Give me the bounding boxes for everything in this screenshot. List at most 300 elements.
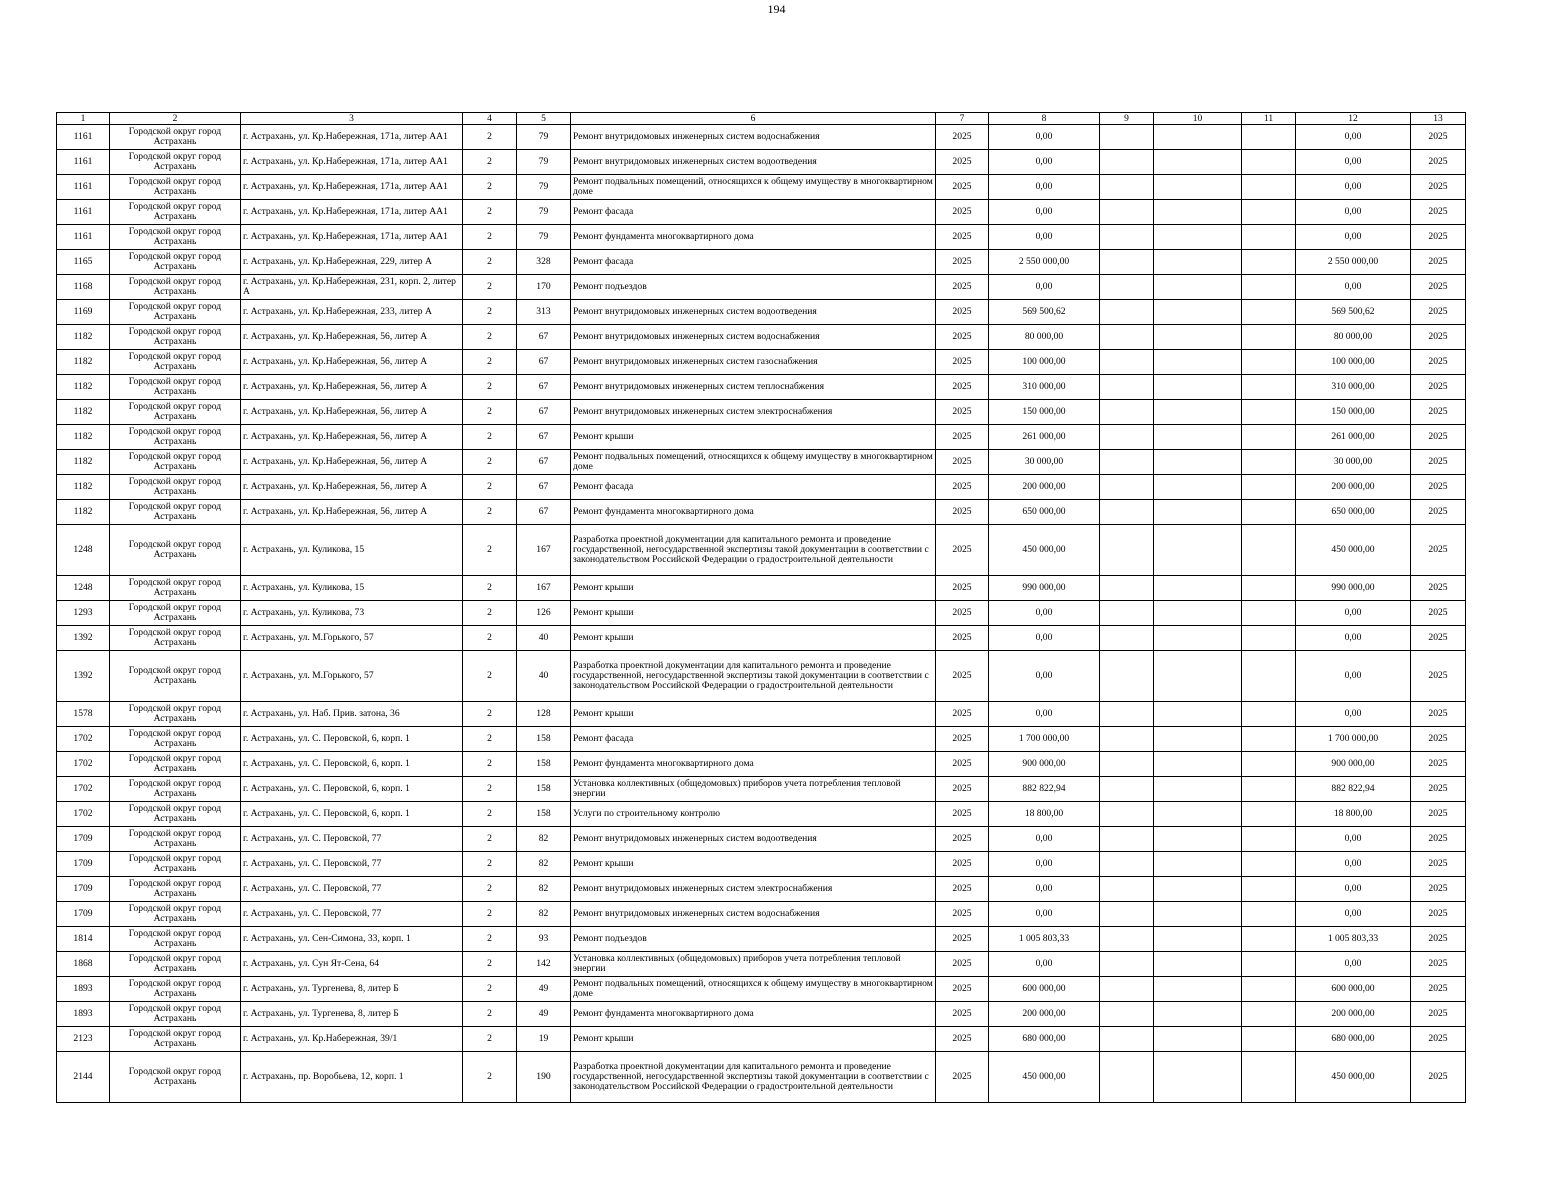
cell-col-9: [1100, 325, 1154, 350]
cell-col-9: [1100, 125, 1154, 150]
cell-col-4: 2: [463, 651, 517, 702]
cell-year: 2025: [936, 175, 989, 200]
cell-work-type: Установка коллективных (общедомовых) приборов учета потребления тепловой энергии: [571, 952, 936, 977]
cell-municipality: Городской округ город Астрахань: [110, 601, 241, 626]
cell-row-id: 1248: [57, 525, 110, 576]
cell-col-4: 2: [463, 400, 517, 425]
cell-col-9: [1100, 576, 1154, 601]
page-number: 194: [767, 2, 786, 16]
cell-row-id: 1182: [57, 425, 110, 450]
cell-col-10: [1154, 1002, 1242, 1027]
cell-row-id: 1709: [57, 827, 110, 852]
cell-row-id: 1392: [57, 626, 110, 651]
cell-col-4: 2: [463, 250, 517, 275]
cell-work-type: Ремонт фундамента многоквартирного дома: [571, 752, 936, 777]
cell-year-end: 2025: [1411, 500, 1466, 525]
cell-address: г. Астрахань, ул. Кр.Набережная, 171а, литер АА1: [241, 150, 463, 175]
cell-row-id: 1182: [57, 350, 110, 375]
cell-col-10: [1154, 601, 1242, 626]
cell-year-end: 2025: [1411, 877, 1466, 902]
table-row: [57, 1002, 1466, 1027]
cell-year-end: 2025: [1411, 802, 1466, 827]
cell-col-4: 2: [463, 275, 517, 300]
cell-municipality: Городской округ город Астрахань: [110, 752, 241, 777]
cell-col-5: 190: [517, 1052, 571, 1103]
cell-cost-fund: 0,00: [1296, 225, 1411, 250]
cell-col-11: [1242, 576, 1296, 601]
cell-col-9: [1100, 350, 1154, 375]
table-row: [57, 250, 1466, 275]
cell-year-end: 2025: [1411, 200, 1466, 225]
cell-address: г. Астрахань, ул. С. Перовской, 77: [241, 852, 463, 877]
table-row: [57, 1052, 1466, 1103]
cell-col-10: [1154, 450, 1242, 475]
cell-municipality: Городской округ город Астрахань: [110, 802, 241, 827]
cell-col-4: 2: [463, 175, 517, 200]
cell-cost-total: 1 005 803,33: [989, 927, 1100, 952]
cell-municipality: Городской округ город Астрахань: [110, 902, 241, 927]
cell-work-type: Ремонт фундамента многоквартирного дома: [571, 500, 936, 525]
cell-col-10: [1154, 777, 1242, 802]
cell-year: 2025: [936, 525, 989, 576]
cell-row-id: 1702: [57, 802, 110, 827]
cell-col-4: 2: [463, 325, 517, 350]
cell-col-11: [1242, 1027, 1296, 1052]
cell-col-11: [1242, 902, 1296, 927]
cell-col-11: [1242, 175, 1296, 200]
cell-work-type: Ремонт фасада: [571, 250, 936, 275]
cell-cost-total: 650 000,00: [989, 500, 1100, 525]
cell-row-id: 1161: [57, 175, 110, 200]
cell-col-5: 167: [517, 576, 571, 601]
cell-col-11: [1242, 852, 1296, 877]
cell-address: г. Астрахань, ул. С. Перовской, 6, корп. 1: [241, 752, 463, 777]
cell-col-10: [1154, 651, 1242, 702]
cell-address: г. Астрахань, ул. Сун Ят-Сена, 64: [241, 952, 463, 977]
cell-work-type: Ремонт фундамента многоквартирного дома: [571, 1002, 936, 1027]
cell-col-5: 79: [517, 150, 571, 175]
cell-address: г. Астрахань, ул. Кр.Набережная, 56, литер А: [241, 425, 463, 450]
cell-municipality: Городской округ город Астрахань: [110, 626, 241, 651]
cell-col-9: [1100, 400, 1154, 425]
cell-col-11: [1242, 500, 1296, 525]
cell-year-end: 2025: [1411, 325, 1466, 350]
cell-address: г. Астрахань, ул. Кр.Набережная, 233, литер А: [241, 300, 463, 325]
cell-cost-total: 0,00: [989, 125, 1100, 150]
table-row: [57, 150, 1466, 175]
cell-work-type: Услуги по строительному контролю: [571, 802, 936, 827]
table-row: [57, 450, 1466, 475]
table-row: [57, 702, 1466, 727]
cell-col-5: 328: [517, 250, 571, 275]
cell-address: г. Астрахань, ул. Кр.Набережная, 171а, литер АА1: [241, 175, 463, 200]
cell-col-4: 2: [463, 777, 517, 802]
cell-year: 2025: [936, 651, 989, 702]
column-header-9: 9: [1100, 113, 1154, 125]
cell-col-5: 158: [517, 727, 571, 752]
cell-year: 2025: [936, 827, 989, 852]
cell-cost-fund: 1 005 803,33: [1296, 927, 1411, 952]
cell-col-10: [1154, 626, 1242, 651]
cell-address: г. Астрахань, пр. Воробьева, 12, корп. 1: [241, 1052, 463, 1103]
cell-col-9: [1100, 250, 1154, 275]
cell-address: г. Астрахань, ул. Кр.Набережная, 229, литер А: [241, 250, 463, 275]
cell-work-type: Ремонт фасада: [571, 475, 936, 500]
cell-cost-fund: 650 000,00: [1296, 500, 1411, 525]
cell-col-10: [1154, 902, 1242, 927]
cell-work-type: Разработка проектной документации для капитального ремонта и проведение государственной, негосударственной экспертизы такой документации в соответствии с законодательством Российской Федерации о градостроительной деятельности: [571, 1052, 936, 1103]
cell-cost-fund: 200 000,00: [1296, 475, 1411, 500]
cell-work-type: Ремонт внутридомовых инженерных систем водоотведения: [571, 300, 936, 325]
cell-col-4: 2: [463, 827, 517, 852]
cell-col-9: [1100, 375, 1154, 400]
cell-year: 2025: [936, 802, 989, 827]
cell-cost-total: 0,00: [989, 902, 1100, 927]
cell-col-11: [1242, 977, 1296, 1002]
cell-col-11: [1242, 601, 1296, 626]
cell-cost-total: 0,00: [989, 200, 1100, 225]
column-header-3: 3: [241, 113, 463, 125]
cell-col-5: 40: [517, 626, 571, 651]
cell-cost-fund: 0,00: [1296, 827, 1411, 852]
cell-cost-total: 200 000,00: [989, 475, 1100, 500]
cell-work-type: Ремонт фасада: [571, 727, 936, 752]
cell-cost-total: 450 000,00: [989, 525, 1100, 576]
cell-municipality: Городской округ город Астрахань: [110, 702, 241, 727]
cell-col-10: [1154, 952, 1242, 977]
cell-row-id: 1709: [57, 852, 110, 877]
cell-year-end: 2025: [1411, 827, 1466, 852]
table-row: [57, 1027, 1466, 1052]
cell-col-4: 2: [463, 727, 517, 752]
cell-col-11: [1242, 702, 1296, 727]
cell-col-10: [1154, 802, 1242, 827]
cell-row-id: 1893: [57, 977, 110, 1002]
cell-row-id: 1709: [57, 902, 110, 927]
cell-col-5: 49: [517, 1002, 571, 1027]
cell-col-10: [1154, 727, 1242, 752]
cell-year-end: 2025: [1411, 350, 1466, 375]
cell-work-type: Ремонт внутридомовых инженерных систем водоснабжения: [571, 902, 936, 927]
cell-cost-total: 882 822,94: [989, 777, 1100, 802]
table-row: [57, 952, 1466, 977]
cell-row-id: 1702: [57, 752, 110, 777]
cell-col-11: [1242, 626, 1296, 651]
cell-col-9: [1100, 300, 1154, 325]
table-row: [57, 225, 1466, 250]
cell-col-10: [1154, 375, 1242, 400]
cell-address: г. Астрахань, ул. Куликова, 15: [241, 525, 463, 576]
cell-row-id: 1165: [57, 250, 110, 275]
cell-col-5: 142: [517, 952, 571, 977]
cell-col-5: 158: [517, 777, 571, 802]
cell-col-11: [1242, 325, 1296, 350]
cell-year: 2025: [936, 1027, 989, 1052]
cell-col-11: [1242, 877, 1296, 902]
cell-work-type: Ремонт внутридомовых инженерных систем электроснабжения: [571, 877, 936, 902]
cell-cost-total: 0,00: [989, 150, 1100, 175]
cell-cost-fund: 450 000,00: [1296, 525, 1411, 576]
table-row: [57, 525, 1466, 576]
cell-cost-total: 310 000,00: [989, 375, 1100, 400]
cell-col-11: [1242, 300, 1296, 325]
column-header-4: 4: [463, 113, 517, 125]
table-row: [57, 827, 1466, 852]
cell-col-4: 2: [463, 702, 517, 727]
cell-col-11: [1242, 200, 1296, 225]
cell-col-11: [1242, 827, 1296, 852]
cell-cost-fund: 0,00: [1296, 902, 1411, 927]
cell-col-4: 2: [463, 927, 517, 952]
table-row: [57, 400, 1466, 425]
cell-year: 2025: [936, 225, 989, 250]
cell-cost-fund: 882 822,94: [1296, 777, 1411, 802]
cell-col-9: [1100, 200, 1154, 225]
cell-col-5: 93: [517, 927, 571, 952]
column-header-6: 6: [571, 113, 936, 125]
cell-cost-fund: 600 000,00: [1296, 977, 1411, 1002]
cell-year-end: 2025: [1411, 250, 1466, 275]
cell-address: г. Астрахань, ул. Кр.Набережная, 56, литер А: [241, 325, 463, 350]
cell-col-10: [1154, 827, 1242, 852]
cell-municipality: Городской округ город Астрахань: [110, 1027, 241, 1052]
cell-year-end: 2025: [1411, 425, 1466, 450]
cell-year: 2025: [936, 626, 989, 651]
cell-municipality: Городской округ город Астрахань: [110, 375, 241, 400]
cell-row-id: 1161: [57, 200, 110, 225]
cell-col-9: [1100, 175, 1154, 200]
cell-col-10: [1154, 1052, 1242, 1103]
cell-cost-total: 30 000,00: [989, 450, 1100, 475]
cell-col-11: [1242, 375, 1296, 400]
cell-cost-fund: 0,00: [1296, 626, 1411, 651]
cell-col-4: 2: [463, 150, 517, 175]
cell-row-id: 1814: [57, 927, 110, 952]
cell-address: г. Астрахань, ул. М.Горького, 57: [241, 651, 463, 702]
cell-row-id: 1248: [57, 576, 110, 601]
cell-col-9: [1100, 275, 1154, 300]
cell-work-type: Разработка проектной документации для капитального ремонта и проведение государственной, негосударственной экспертизы такой документации в соответствии с законодательством Российской Федерации о градостроительной деятельности: [571, 651, 936, 702]
cell-year: 2025: [936, 601, 989, 626]
cell-municipality: Городской округ город Астрахань: [110, 927, 241, 952]
cell-cost-fund: 0,00: [1296, 200, 1411, 225]
cell-municipality: Городской округ город Астрахань: [110, 200, 241, 225]
cell-col-10: [1154, 1027, 1242, 1052]
cell-municipality: Городской округ город Астрахань: [110, 576, 241, 601]
cell-year-end: 2025: [1411, 902, 1466, 927]
cell-year: 2025: [936, 150, 989, 175]
cell-work-type: Ремонт фасада: [571, 200, 936, 225]
cell-year: 2025: [936, 702, 989, 727]
cell-row-id: 1182: [57, 500, 110, 525]
cell-address: г. Астрахань, ул. Кр.Набережная, 56, литер А: [241, 450, 463, 475]
cell-year: 2025: [936, 350, 989, 375]
cell-year-end: 2025: [1411, 752, 1466, 777]
cell-address: г. Астрахань, ул. С. Перовской, 6, корп. 1: [241, 727, 463, 752]
cell-year-end: 2025: [1411, 300, 1466, 325]
cell-work-type: Ремонт крыши: [571, 852, 936, 877]
cell-year-end: 2025: [1411, 475, 1466, 500]
cell-address: г. Астрахань, ул. С. Перовской, 77: [241, 827, 463, 852]
cell-row-id: 1868: [57, 952, 110, 977]
cell-address: г. Астрахань, ул. М.Горького, 57: [241, 626, 463, 651]
cell-cost-total: 600 000,00: [989, 977, 1100, 1002]
cell-address: г. Астрахань, ул. Кр.Набережная, 171а, литер АА1: [241, 200, 463, 225]
cell-col-9: [1100, 952, 1154, 977]
cell-col-9: [1100, 877, 1154, 902]
cell-work-type: Ремонт внутридомовых инженерных систем водоотведения: [571, 827, 936, 852]
cell-col-5: 67: [517, 425, 571, 450]
cell-work-type: Ремонт крыши: [571, 601, 936, 626]
table-row: [57, 601, 1466, 626]
cell-municipality: Городской округ город Астрахань: [110, 125, 241, 150]
cell-cost-total: 0,00: [989, 601, 1100, 626]
capital-repair-table: [56, 112, 1466, 1103]
cell-col-5: 167: [517, 525, 571, 576]
cell-col-9: [1100, 727, 1154, 752]
table-row: [57, 125, 1466, 150]
table-row: [57, 777, 1466, 802]
cell-year-end: 2025: [1411, 1002, 1466, 1027]
cell-col-10: [1154, 400, 1242, 425]
cell-col-11: [1242, 150, 1296, 175]
cell-address: г. Астрахань, ул. Наб. Прив. затона, 36: [241, 702, 463, 727]
cell-col-9: [1100, 802, 1154, 827]
cell-year: 2025: [936, 425, 989, 450]
cell-row-id: 1392: [57, 651, 110, 702]
cell-address: г. Астрахань, ул. Куликова, 73: [241, 601, 463, 626]
cell-col-11: [1242, 1002, 1296, 1027]
cell-cost-fund: 0,00: [1296, 175, 1411, 200]
cell-col-4: 2: [463, 1002, 517, 1027]
cell-cost-total: 1 700 000,00: [989, 727, 1100, 752]
cell-col-11: [1242, 400, 1296, 425]
cell-col-10: [1154, 500, 1242, 525]
cell-municipality: Городской округ город Астрахань: [110, 150, 241, 175]
cell-col-5: 158: [517, 802, 571, 827]
cell-col-10: [1154, 225, 1242, 250]
cell-cost-total: 450 000,00: [989, 1052, 1100, 1103]
cell-year-end: 2025: [1411, 150, 1466, 175]
cell-col-11: [1242, 927, 1296, 952]
cell-col-4: 2: [463, 425, 517, 450]
cell-cost-total: 18 800,00: [989, 802, 1100, 827]
cell-row-id: 1702: [57, 727, 110, 752]
cell-col-10: [1154, 852, 1242, 877]
cell-year: 2025: [936, 275, 989, 300]
cell-col-9: [1100, 927, 1154, 952]
cell-cost-fund: 200 000,00: [1296, 1002, 1411, 1027]
cell-col-11: [1242, 1052, 1296, 1103]
cell-col-10: [1154, 752, 1242, 777]
cell-col-5: 126: [517, 601, 571, 626]
cell-cost-total: 569 500,62: [989, 300, 1100, 325]
cell-year: 2025: [936, 877, 989, 902]
cell-municipality: Городской округ город Астрахань: [110, 777, 241, 802]
cell-cost-total: 900 000,00: [989, 752, 1100, 777]
cell-col-5: 79: [517, 125, 571, 150]
cell-col-11: [1242, 250, 1296, 275]
cell-col-4: 2: [463, 802, 517, 827]
cell-work-type: Ремонт внутридомовых инженерных систем водоотведения: [571, 150, 936, 175]
cell-col-5: 67: [517, 325, 571, 350]
cell-cost-total: 0,00: [989, 626, 1100, 651]
cell-cost-fund: 900 000,00: [1296, 752, 1411, 777]
cell-col-4: 2: [463, 200, 517, 225]
cell-cost-fund: 310 000,00: [1296, 375, 1411, 400]
cell-col-5: 82: [517, 852, 571, 877]
cell-address: г. Астрахань, ул. С. Перовской, 6, корп. 1: [241, 777, 463, 802]
cell-address: г. Астрахань, ул. Кр.Набережная, 171а, литер АА1: [241, 225, 463, 250]
cell-row-id: 1182: [57, 325, 110, 350]
cell-col-9: [1100, 601, 1154, 626]
cell-col-5: 82: [517, 902, 571, 927]
cell-col-4: 2: [463, 977, 517, 1002]
cell-col-11: [1242, 225, 1296, 250]
cell-cost-fund: 680 000,00: [1296, 1027, 1411, 1052]
cell-year: 2025: [936, 902, 989, 927]
cell-year: 2025: [936, 450, 989, 475]
cell-cost-total: 0,00: [989, 827, 1100, 852]
cell-municipality: Городской округ город Астрахань: [110, 651, 241, 702]
cell-cost-fund: 0,00: [1296, 651, 1411, 702]
cell-col-5: 82: [517, 877, 571, 902]
cell-col-4: 2: [463, 1027, 517, 1052]
cell-cost-fund: 0,00: [1296, 952, 1411, 977]
cell-work-type: Ремонт внутридомовых инженерных систем водоснабжения: [571, 125, 936, 150]
cell-year-end: 2025: [1411, 777, 1466, 802]
table-row: [57, 852, 1466, 877]
cell-row-id: 1161: [57, 125, 110, 150]
cell-work-type: Ремонт подъездов: [571, 275, 936, 300]
cell-cost-fund: 0,00: [1296, 852, 1411, 877]
cell-work-type: Ремонт внутридомовых инженерных систем электроснабжения: [571, 400, 936, 425]
cell-municipality: Городской округ город Астрахань: [110, 225, 241, 250]
cell-col-11: [1242, 350, 1296, 375]
cell-col-4: 2: [463, 902, 517, 927]
cell-work-type: Ремонт подъездов: [571, 927, 936, 952]
cell-col-4: 2: [463, 225, 517, 250]
cell-col-5: 67: [517, 500, 571, 525]
cell-col-10: [1154, 300, 1242, 325]
cell-work-type: Ремонт внутридомовых инженерных систем теплоснабжения: [571, 375, 936, 400]
cell-col-11: [1242, 952, 1296, 977]
cell-col-10: [1154, 175, 1242, 200]
column-header-12: 12: [1296, 113, 1411, 125]
cell-year: 2025: [936, 952, 989, 977]
cell-col-11: [1242, 752, 1296, 777]
cell-cost-fund: 2 550 000,00: [1296, 250, 1411, 275]
cell-col-9: [1100, 1027, 1154, 1052]
cell-col-4: 2: [463, 300, 517, 325]
column-header-11: 11: [1242, 113, 1296, 125]
cell-year: 2025: [936, 125, 989, 150]
cell-cost-fund: 0,00: [1296, 601, 1411, 626]
cell-col-9: [1100, 1052, 1154, 1103]
cell-col-5: 49: [517, 977, 571, 1002]
table-row: [57, 727, 1466, 752]
cell-municipality: Городской округ город Астрахань: [110, 827, 241, 852]
cell-cost-fund: 0,00: [1296, 877, 1411, 902]
cell-year: 2025: [936, 727, 989, 752]
column-header-5: 5: [517, 113, 571, 125]
cell-row-id: 1182: [57, 400, 110, 425]
cell-cost-total: 0,00: [989, 225, 1100, 250]
cell-work-type: Ремонт подвальных помещений, относящихся к общему имуществу в многоквартирном доме: [571, 450, 936, 475]
cell-col-11: [1242, 777, 1296, 802]
cell-year-end: 2025: [1411, 450, 1466, 475]
cell-municipality: Городской округ город Астрахань: [110, 1052, 241, 1103]
